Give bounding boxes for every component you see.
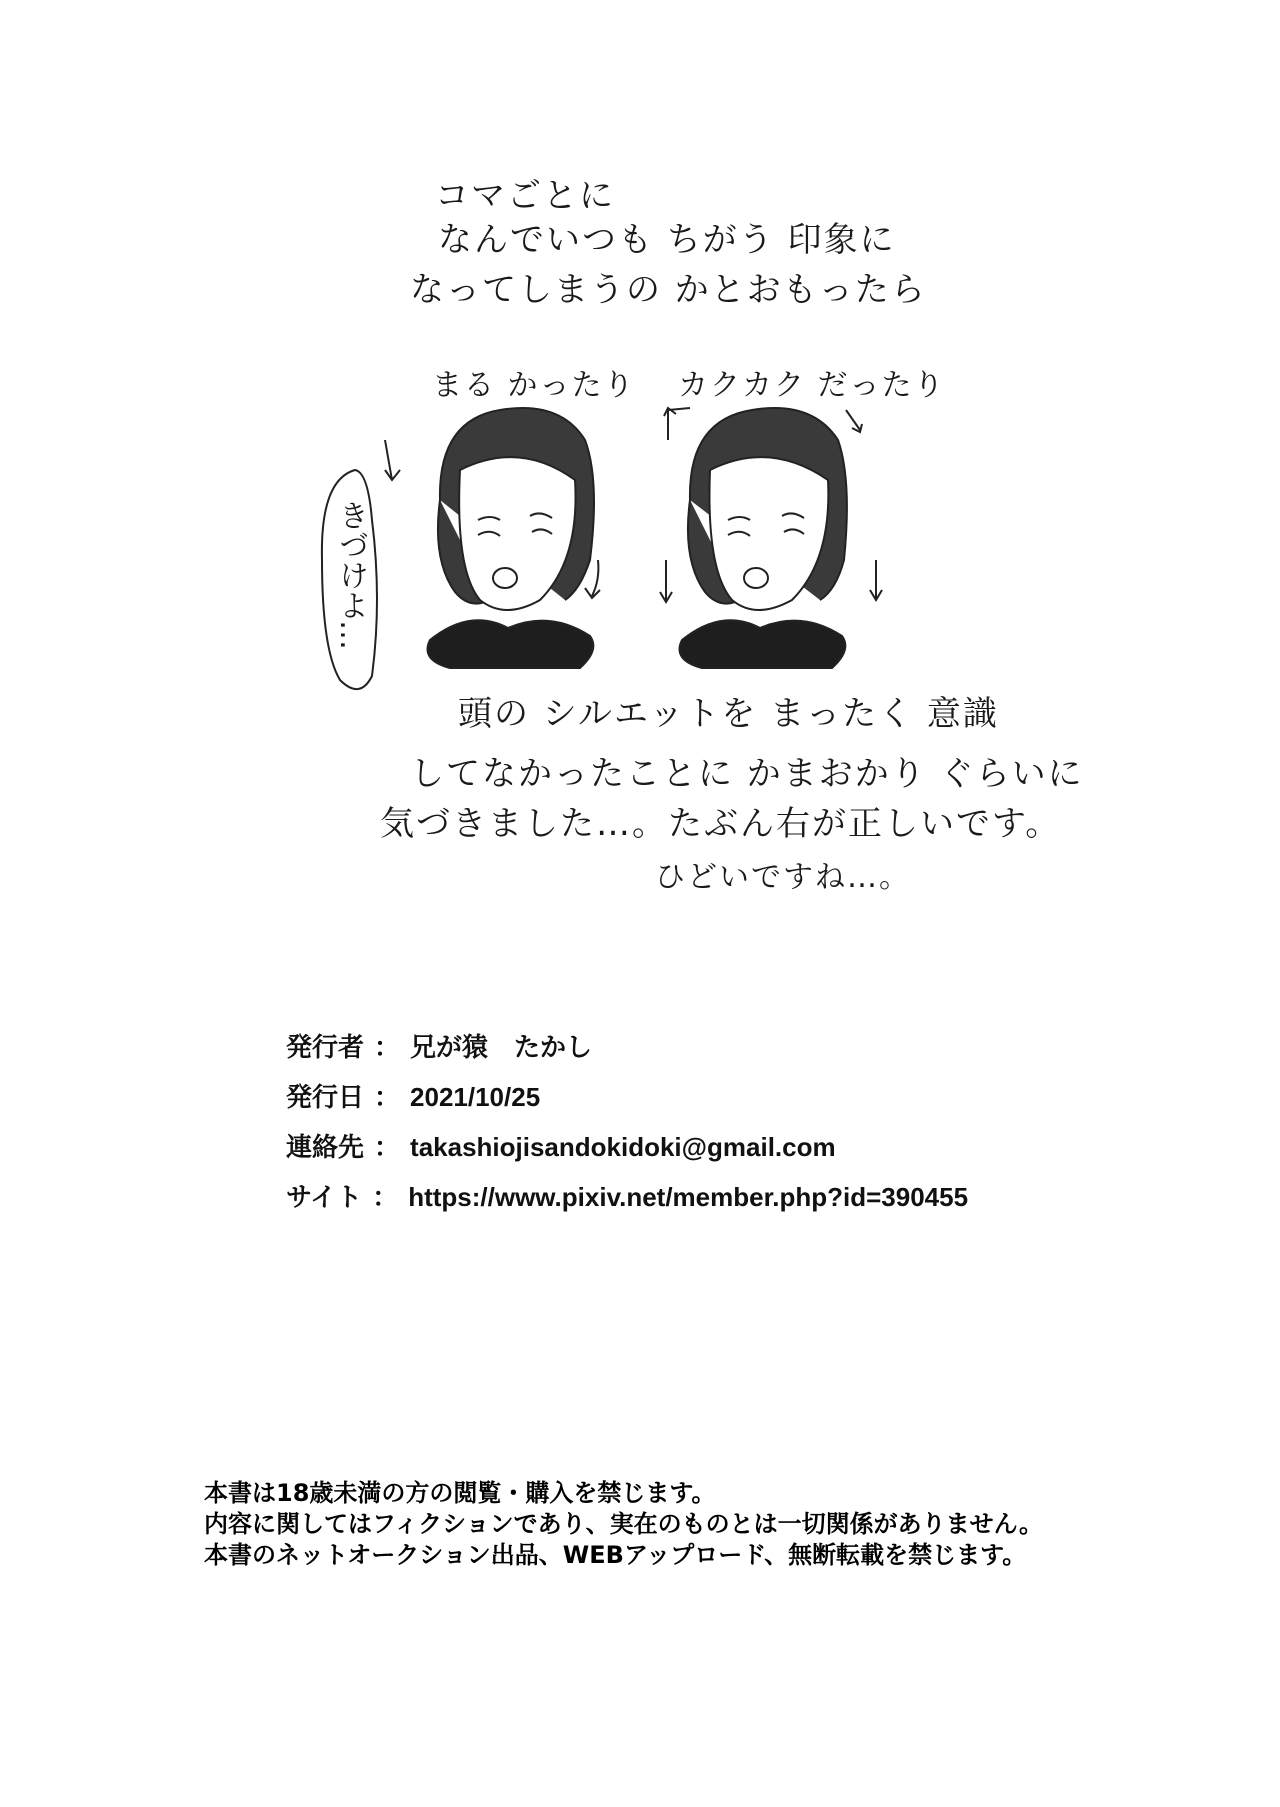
separator: ： [374,1032,401,1062]
notice-line-1: 本書は18歳未満の方の閲覧・購入を禁じます。 [204,1479,716,1507]
date-value: 2021/10/25 [410,1082,541,1112]
separator: ： [372,1182,399,1212]
label-round: まる かったり [432,368,636,403]
intro-line-2: なんでいつも ちがう 印象に [438,220,896,260]
body-line-2: してなかったことに かまおかり ぐらいに [410,754,1084,794]
speech-bubble [322,470,377,689]
body-line-4: ひどいですね…。 [655,860,911,895]
publisher-value: 兄が猿 たかし [410,1032,593,1062]
contact-key: 連絡先 [286,1132,365,1162]
intro-line-1: コマごとに [435,176,615,216]
body-line-1: 頭の シルエットを まったく 意識 [458,694,999,734]
separator: ： [374,1132,401,1162]
colophon-site [286,1172,968,1222]
notice-line-2: 内容に関してはフィクションであり、実在のものとは一切関係がありません。 [204,1510,1044,1538]
face-angular [660,408,882,668]
colophon [286,1022,968,1222]
site-url: https://www.pixiv.net/member.php?id=390455 [408,1182,969,1212]
face-round [385,408,600,668]
date-key: 発行日 [286,1082,365,1112]
separator: ： [374,1082,401,1112]
label-angular: カクカク だったり [678,368,946,403]
publisher-key: 発行者 [286,1032,365,1062]
site-key: サイト [286,1182,363,1212]
body-line-3: 気づきました…。たぶん右が正しいです。 [380,804,1062,844]
speech-bubble-text: きづけよ… [333,500,368,650]
colophon-contact [286,1122,968,1172]
legal-notice [204,1478,1043,1571]
notice-line-3: 本書のネットオークション出品、WEBアップロード、無断転載を禁じます。 [204,1541,1027,1569]
colophon-date [286,1072,968,1122]
colophon-publisher [286,1022,968,1072]
intro-line-3: なってしまうの かとおもったら [410,270,927,310]
contact-email: takashiojisandokidoki@gmail.com [410,1132,836,1162]
